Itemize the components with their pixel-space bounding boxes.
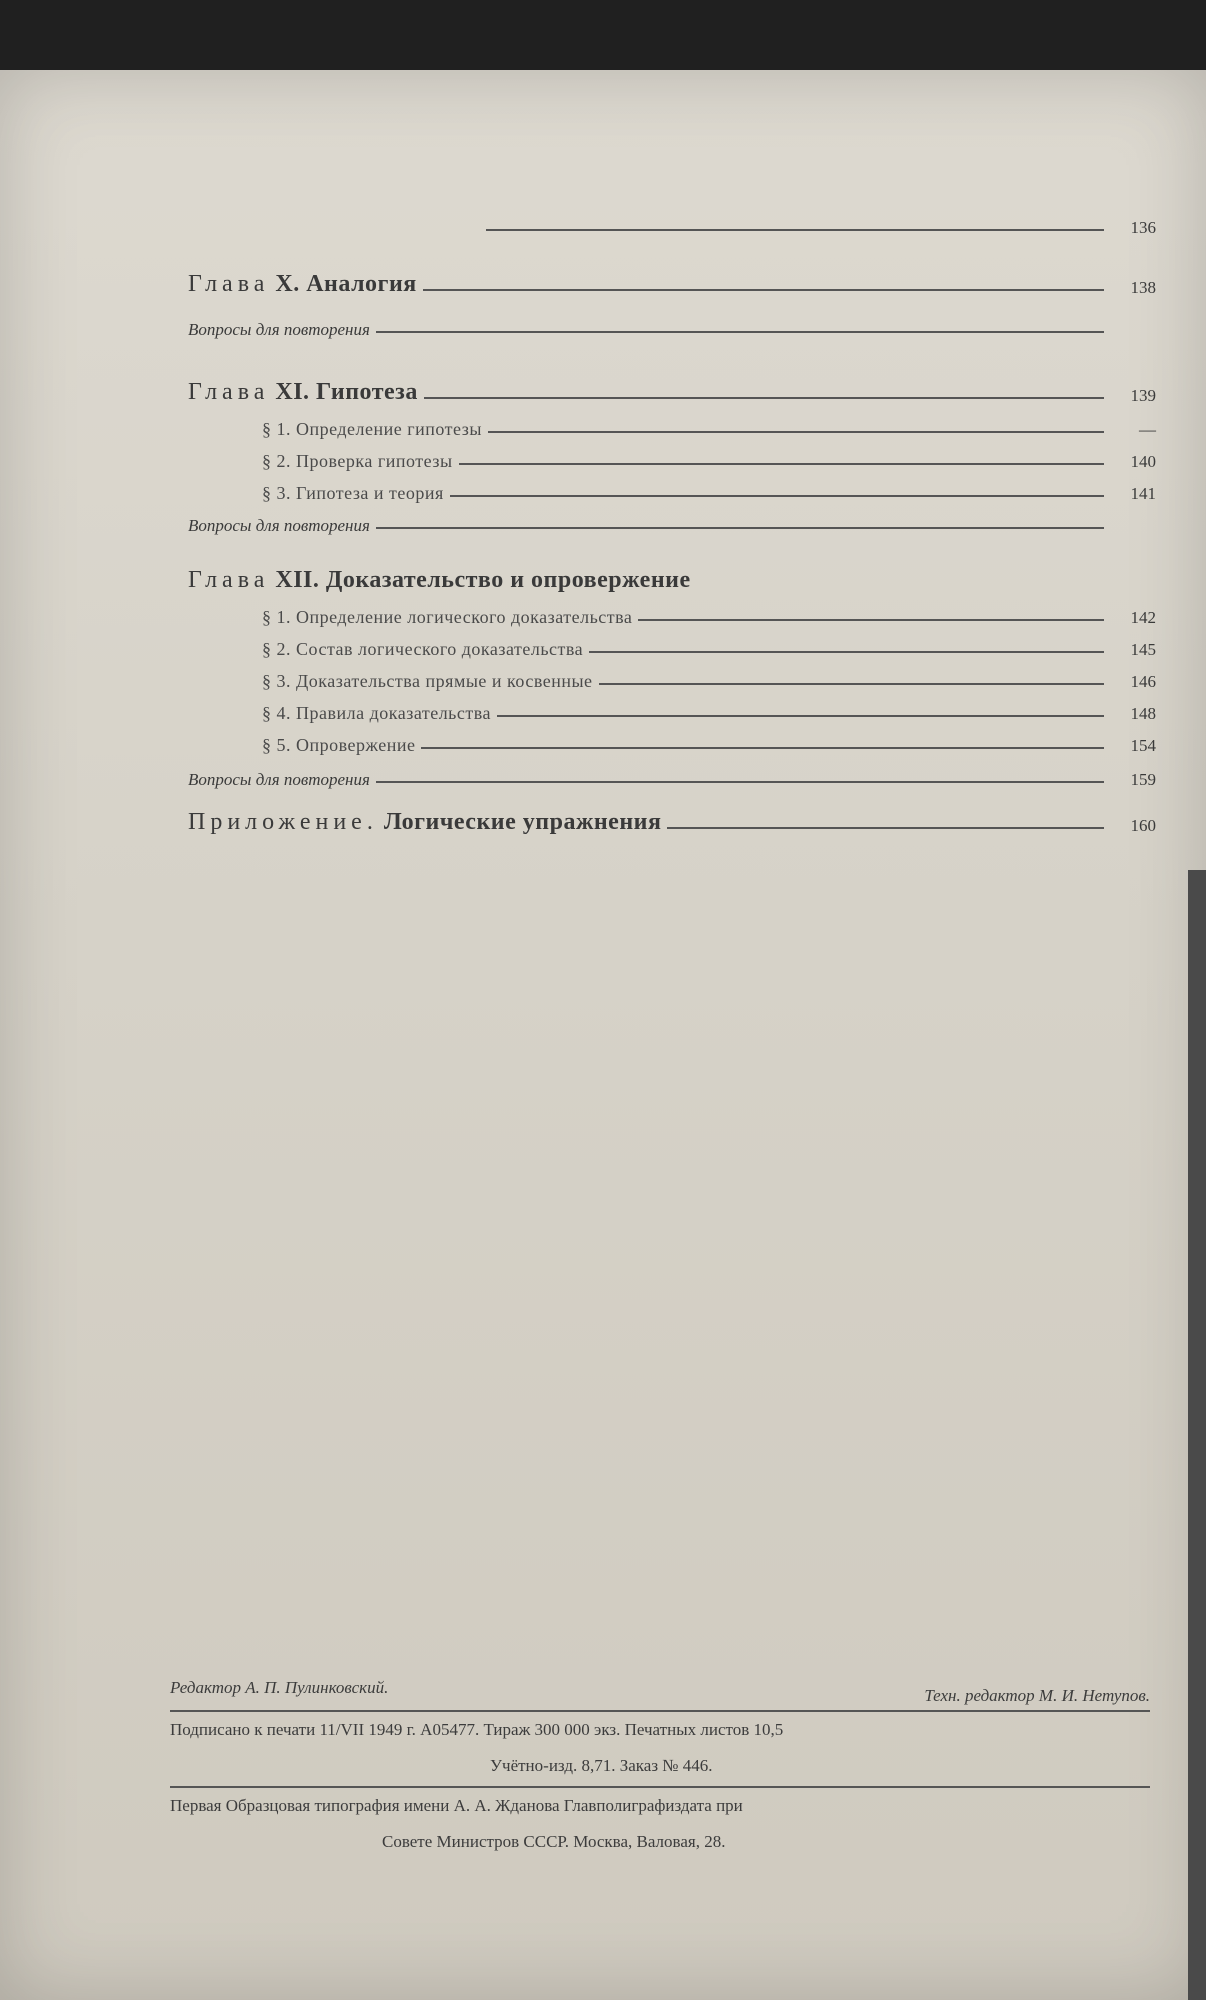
page-number: 160: [1130, 816, 1156, 835]
toc-chapter-11: [188, 366, 1156, 406]
toc-chapter-12: [188, 554, 1156, 594]
dot-leader: [486, 229, 1104, 231]
page-number: 146: [1130, 672, 1156, 691]
section-label: § 1. Определение гипотезы: [262, 419, 482, 439]
section-label: § 1. Определение логического доказательства: [262, 607, 633, 627]
dot-leader: [376, 781, 1104, 783]
dot-leader: [667, 827, 1104, 829]
toc-questions-12: [188, 760, 1156, 790]
toc-row-top: [480, 208, 1156, 238]
page-number: 141: [1130, 484, 1156, 503]
questions-label: Вопросы для повторения: [188, 770, 370, 789]
appendix-prefix: Приложение.: [188, 809, 378, 835]
chapter-prefix: Глава: [188, 379, 270, 405]
divider: [170, 1710, 1150, 1712]
page-number: 136: [1130, 218, 1156, 237]
page-number: 145: [1130, 640, 1156, 659]
section-label: § 2. Состав логического доказательства: [262, 639, 584, 659]
dot-leader: [459, 463, 1104, 465]
chapter-heading: [188, 271, 423, 298]
page-number: 142: [1130, 608, 1156, 627]
page-edge-shadow: [1188, 870, 1206, 2000]
toc-section: [262, 728, 1156, 756]
appendix-heading: [188, 809, 667, 836]
dot-leader: [638, 619, 1104, 621]
printer-line-2: Совете Министров СССР. Москва, Валовая, 28.: [382, 1832, 726, 1851]
chapter-heading: [188, 379, 424, 406]
page-number: —: [1139, 420, 1156, 439]
page-number: 138: [1130, 278, 1156, 297]
page-number: 159: [1130, 770, 1156, 789]
toc-appendix: [188, 796, 1156, 836]
chapter-title: X. Аналогия: [275, 271, 417, 297]
printer-line-1: Первая Образцовая типография имени А. А. Жданова Главполиграфиздата при: [170, 1796, 743, 1815]
toc-chapter-10: [188, 258, 1156, 298]
toc-section: [262, 444, 1156, 472]
imprint: [0, 1570, 1206, 1815]
chapter-heading: [188, 567, 697, 594]
page-number: 139: [1130, 386, 1156, 405]
section-label: § 5. Опровержение: [262, 735, 416, 755]
toc-section: [262, 696, 1156, 724]
divider: [170, 1786, 1150, 1788]
questions-label: Вопросы для повторения: [188, 320, 370, 339]
publisher-sheets-line: Учётно-изд. 8,71. Заказ № 446.: [490, 1756, 713, 1775]
questions-label: Вопросы для повторения: [188, 516, 370, 535]
toc-questions-11: [188, 506, 1156, 536]
dot-leader: [450, 495, 1104, 497]
section-label: § 2. Проверка гипотезы: [262, 451, 453, 471]
chapter-title: XI. Гипотеза: [275, 379, 418, 405]
toc-questions-10: [188, 310, 1156, 340]
table-of-contents: [0, 70, 1206, 770]
page-number: 140: [1130, 452, 1156, 471]
chapter-prefix: Глава: [188, 271, 270, 297]
chapter-title: XII. Доказательство и опровержение: [275, 567, 691, 593]
appendix-title: Логические упражнения: [383, 809, 662, 835]
dot-leader: [488, 431, 1104, 433]
editor-line: Редактор А. П. Пулинковский.: [170, 1678, 389, 1697]
dot-leader: [599, 683, 1104, 685]
toc-section: [262, 476, 1156, 504]
dot-leader: [376, 331, 1104, 333]
toc-section: [262, 632, 1156, 660]
section-label: § 4. Правила доказательства: [262, 703, 491, 723]
chapter-prefix: Глава: [188, 567, 270, 593]
page-number: 148: [1130, 704, 1156, 723]
dot-leader: [497, 715, 1104, 717]
toc-section: [262, 664, 1156, 692]
section-label: § 3. Гипотеза и теория: [262, 483, 444, 503]
dot-leader: [589, 651, 1104, 653]
dot-leader: [423, 289, 1104, 291]
dot-leader: [421, 747, 1104, 749]
dot-leader: [376, 527, 1104, 529]
signed-to-print-line: Подписано к печати 11/VII 1949 г. А05477. Тираж 300 000 экз. Печатных листов 10,5: [170, 1720, 784, 1739]
toc-section: [262, 412, 1156, 440]
toc-section: [262, 600, 1156, 628]
page-number: 154: [1130, 736, 1156, 755]
book-page: [0, 70, 1206, 2000]
tech-editor-line: Техн. редактор М. И. Нетупов.: [924, 1686, 1150, 1705]
dot-leader: [424, 397, 1104, 399]
section-label: § 3. Доказательства прямые и косвенные: [262, 671, 593, 691]
